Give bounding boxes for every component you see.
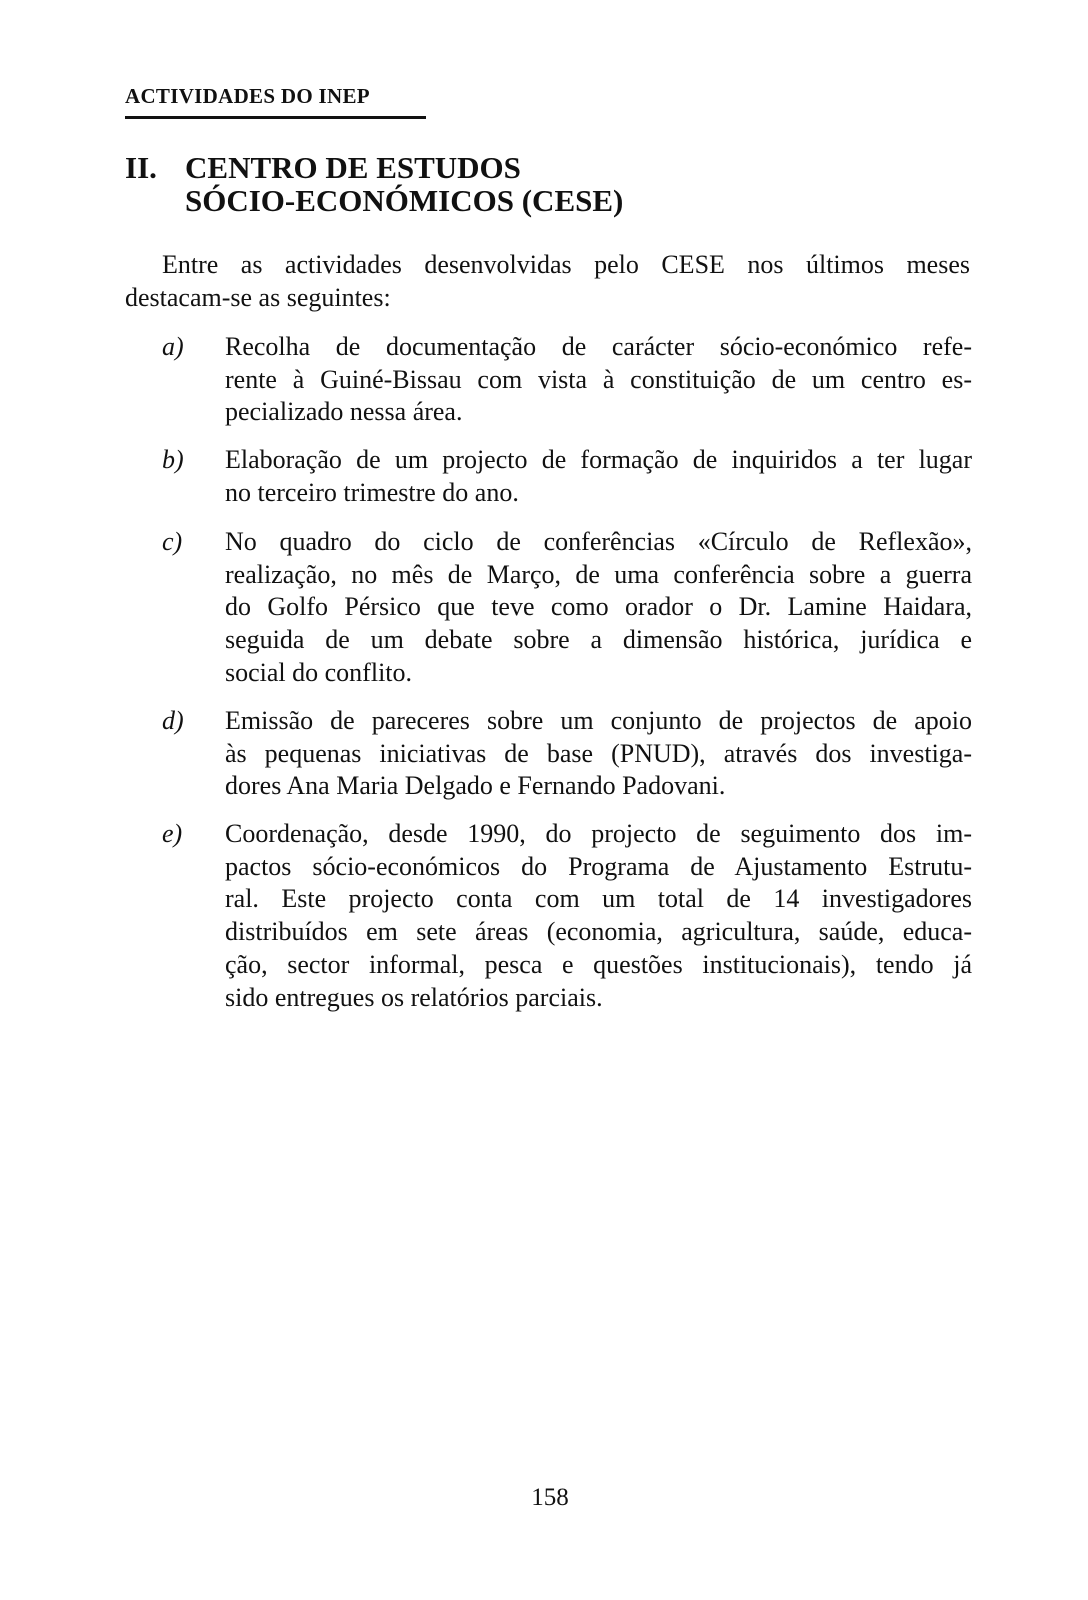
list-item-label: c) — [162, 527, 183, 556]
intro-line: destacam-se as seguintes: — [125, 283, 391, 312]
page-number: 158 — [531, 1484, 569, 1511]
list-item-line: no terceiro trimestre do ano. — [225, 477, 519, 507]
list-item-line: social do conflito. — [225, 657, 413, 687]
list-item-line: ção, sector informal, pesca e questões institucionais), tendo já — [225, 949, 972, 979]
list-item-line: No quadro do ciclo de conferências «Círculo de Reflexão», — [225, 527, 972, 556]
list-item-line: realização, no mês de Março, de uma conferência sobre a guerra — [225, 559, 972, 589]
list-item-line: distribuídos em sete áreas (economia, agricultura, saúde, educa- — [225, 917, 972, 947]
header-rule — [125, 116, 426, 119]
list-item-line: seguida de um debate sobre a dimensão histórica, jurídica e — [225, 625, 972, 655]
list-item-line: ral. Este projecto conta com um total de 14 investigadores — [225, 884, 972, 914]
list-item-label: e) — [162, 819, 183, 848]
list-item-line: Recolha de documentação de carácter sócio-económico refe- — [225, 332, 972, 361]
list-item-line: Coordenação, desde 1990, do projecto de seguimento dos im- — [225, 819, 972, 848]
list-item-line: sido entregues os relatórios parciais. — [225, 982, 603, 1012]
list-item-line: pactos sócio-económicos do Programa de Ajustamento Estrutu- — [225, 851, 972, 881]
list-item-line: Elaboração de um projecto de formação de inquiridos a ter lugar — [225, 445, 972, 474]
list-item-line: dores Ana Maria Delgado e Fernando Padovani. — [225, 771, 726, 801]
running-header: ACTIVIDADES DO INEP — [125, 84, 370, 108]
section-title-line: SÓCIO-ECONÓMICOS (CESE) — [185, 183, 624, 218]
section-number: II. — [125, 150, 157, 185]
intro-line: Entre as actividades desenvolvidas pelo CESE nos últimos meses — [162, 250, 970, 279]
list-item-line: Emissão de pareceres sobre um conjunto de projectos de apoio — [225, 706, 972, 735]
list-item-label: b) — [162, 445, 184, 474]
list-item-line: do Golfo Pérsico que teve como orador o Dr. Lamine Haidara, — [225, 592, 972, 622]
list-item-line: às pequenas iniciativas de base (PNUD), através dos investiga- — [225, 738, 972, 768]
list-item-line: pecializado nessa área. — [225, 397, 463, 427]
list-item-label: a) — [162, 332, 184, 361]
list-item-line: rente à Guiné-Bissau com vista à constituição de um centro es- — [225, 364, 972, 394]
section-title-line: CENTRO DE ESTUDOS — [185, 150, 521, 185]
list-item-label: d) — [162, 706, 184, 735]
